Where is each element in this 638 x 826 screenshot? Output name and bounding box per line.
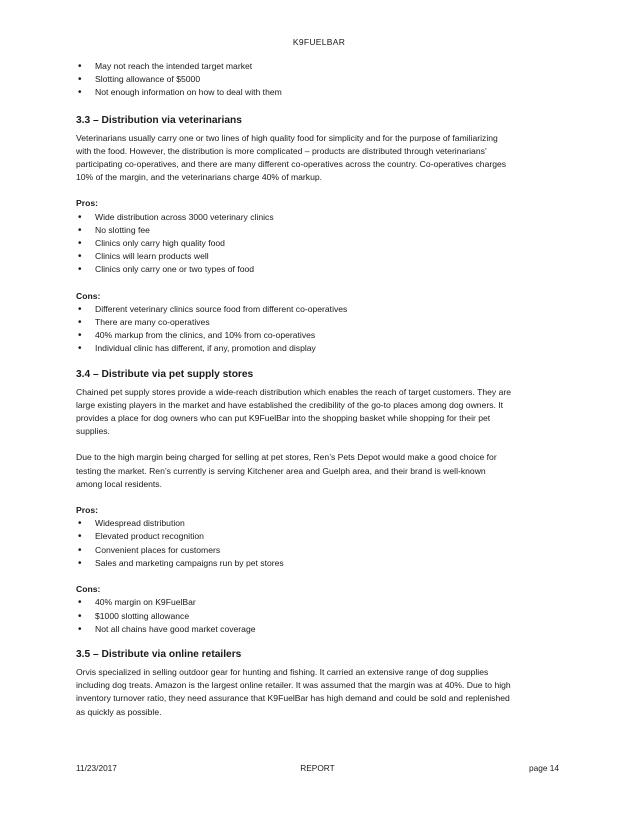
footer-date: 11/23/2017 bbox=[76, 763, 117, 773]
text-line: provides a place for dog owners who can put K9FuelBar into the shopping basket while shopping for their pet bbox=[76, 413, 491, 424]
list-item: • Different veterinary clinics source food from different co-operatives bbox=[76, 303, 566, 316]
text-line: testing the market. Ren’s currently is serving Kitchener area and Guelph area, and their brand is well-known bbox=[76, 465, 486, 476]
list-item: • 40% markup from the clinics, and 10% from co-operatives bbox=[76, 329, 566, 342]
pros-list bbox=[76, 517, 566, 570]
footer-page-number: page 14 bbox=[529, 763, 559, 773]
list-item: • Slotting allowance of $5000 bbox=[76, 73, 566, 86]
section-paragraph bbox=[76, 386, 566, 439]
list-item: • Convenient places for customers bbox=[76, 544, 566, 557]
list-item: • Wide distribution across 3000 veterinary clinics bbox=[76, 211, 566, 224]
section-paragraph bbox=[76, 132, 566, 185]
text-line: Veterinarians usually carry one or two lines of high quality food for simplicity and for the purpose of familiarizing bbox=[76, 132, 498, 143]
footer-title: REPORT bbox=[300, 763, 335, 773]
cons-label: Cons: bbox=[76, 290, 101, 301]
list-item: • Clinics will learn products well bbox=[76, 250, 566, 263]
text-line: among local residents. bbox=[76, 478, 162, 489]
text-line: large existing players in the market and have established the credibility of the go-to places among dog owners. It bbox=[76, 399, 504, 410]
list-item: • Not all chains have good market coverage bbox=[76, 623, 566, 636]
text-line: supplies. bbox=[76, 426, 110, 437]
text-line: including dog treats. Amazon is the largest online retailer. It was assumed that the margin was at 40%. Due to high bbox=[76, 680, 511, 691]
section-paragraph bbox=[76, 451, 566, 491]
page-header: K9FUELBAR bbox=[292, 37, 346, 47]
text-line: as quickly as possible. bbox=[76, 706, 162, 717]
section-heading-3-4: 3.4 – Distribute via pet supply stores bbox=[76, 368, 254, 380]
list-item: • 40% margin on K9FuelBar bbox=[76, 596, 566, 609]
text-line: 10% of the margin, and the veterinarians charge 40% of markup. bbox=[76, 172, 323, 183]
list-item: • No slotting fee bbox=[76, 224, 566, 237]
cons-label: Cons: bbox=[76, 584, 101, 595]
list-item: • Not enough information on how to deal with them bbox=[76, 86, 566, 99]
text-line: Orvis specialized in selling outdoor gear for hunting and fishing. It carried an extensive range of dog supplies bbox=[76, 666, 489, 677]
list-item: • Sales and marketing campaigns run by pet stores bbox=[76, 557, 566, 570]
list-item: • Clinics only carry one or two types of food bbox=[76, 263, 566, 276]
text-line: inventory turnover ratio, they need assurance that K9FuelBar has high demand and could be sold and replenished bbox=[76, 693, 510, 704]
top-bullet-list bbox=[76, 60, 566, 100]
list-item: • Individual clinic has different, if any, promotion and display bbox=[76, 342, 566, 355]
text-line: with the food. However, the distribution is more complicated – products are distributed through veterinarians’ bbox=[76, 145, 487, 156]
text-line: Due to the high margin being charged for selling at pet stores, Ren’s Pets Depot would make a good choice for bbox=[76, 452, 497, 463]
section-paragraph bbox=[76, 666, 566, 719]
section-heading-3-3: 3.3 – Distribution via veterinarians bbox=[76, 114, 242, 126]
list-item: • May not reach the intended target market bbox=[76, 60, 566, 73]
list-item: • Widespread distribution bbox=[76, 517, 566, 530]
list-item: • Elevated product recognition bbox=[76, 530, 566, 543]
section-heading-3-5: 3.5 – Distribute via online retailers bbox=[76, 648, 242, 660]
list-item: • Clinics only carry high quality food bbox=[76, 237, 566, 250]
cons-list bbox=[76, 596, 566, 636]
text-line: Chained pet supply stores provide a wide-reach distribution which enables the reach of target customers. They are bbox=[76, 386, 512, 397]
pros-label: Pros: bbox=[76, 505, 98, 516]
cons-list bbox=[76, 303, 566, 356]
page-content bbox=[76, 60, 566, 719]
pros-list bbox=[76, 211, 566, 277]
list-item: • $1000 slotting allowance bbox=[76, 610, 566, 623]
pros-label: Pros: bbox=[76, 198, 98, 209]
list-item: • There are many co-operatives bbox=[76, 316, 566, 329]
text-line: participating co-operatives, and there are many different co-operatives across the country. Co-operatives charges bbox=[76, 159, 507, 170]
